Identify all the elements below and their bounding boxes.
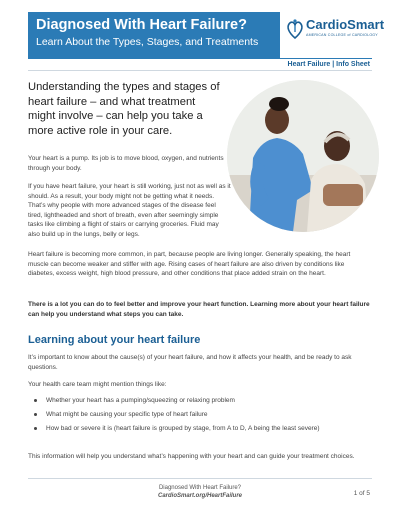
tag-divider bbox=[28, 70, 372, 71]
list-item-text: How bad or severe it is (heart failure is grouped by stage, from A to D, A being the least severe) bbox=[46, 425, 320, 432]
section-closing: This information will help you understand what’s happening with your heart and can guide your treatment choices. bbox=[28, 453, 355, 460]
paragraph-heart-failure: If you have heart failure, your heart is still working, just not as well as it should. As a result, your body might not be getting what it needs. That’s why people with more advanced stages of the disease feel tired, lightheaded and short of breath, even after seemingly simple tasks like climbing a flight of stairs or carrying groceries. Fluid may also build up in the lungs, belly or legs. bbox=[28, 183, 231, 238]
bullet-icon bbox=[34, 413, 37, 416]
header-title-block bbox=[36, 16, 274, 50]
info-sheet-tag: Heart Failure | Info Sheet bbox=[287, 61, 370, 68]
footer-divider bbox=[28, 478, 372, 479]
list-item-text: Whether your heart has a pumping/squeezing or relaxing problem bbox=[46, 397, 235, 404]
section-title: Learning about your heart failure bbox=[28, 334, 201, 346]
nurse-patient-photo bbox=[227, 80, 379, 232]
page-title: Diagnosed With Heart Failure? bbox=[36, 17, 247, 33]
heart-logo-icon bbox=[286, 18, 304, 40]
cardiosmart-logo[interactable] bbox=[286, 16, 386, 46]
paragraph-heart-pump: Your heart is a pump. Its job is to move blood, oxygen, and nutrients through your body. bbox=[28, 155, 224, 172]
footer bbox=[0, 484, 400, 500]
bullet-icon bbox=[34, 427, 37, 430]
intro-lead: Understanding the types and stages of heart failure – and what treatment might involve – can help you take a more active role in your care. bbox=[28, 81, 220, 137]
section-intro: It’s important to know about the cause(s) of your heart failure, and how it affects your health, and be ready to ask questions. bbox=[28, 354, 352, 371]
logo-name: CardioSmart bbox=[306, 17, 385, 32]
paragraph-becoming-common: Heart failure is becoming more common, in part, because people are living longer. Generally speaking, the heart muscle can become weaker and stiffer with age. Rising cases of heart failure are also driven by conditions like diabetes, excess weight, high blood pressure, and other conditions that place added strain on the heart. bbox=[28, 251, 351, 277]
header-banner bbox=[28, 12, 280, 58]
footer-url-link[interactable]: CardioSmart.org/HeartFailure bbox=[157, 493, 243, 499]
paragraph-improve-function: There is a lot you can do to feel better and improve your heart function. Learning more about your heart failure can help you understand what steps you can take. bbox=[28, 301, 370, 318]
logo-tagline: AMERICAN COLLEGE of CARDIOLOGY bbox=[306, 33, 378, 37]
header-divider bbox=[28, 58, 372, 59]
footer-title: Diagnosed With Heart Failure? bbox=[158, 485, 242, 491]
bullet-icon bbox=[34, 399, 37, 402]
page-subtitle: Learn About the Types, Stages, and Treatments bbox=[36, 36, 259, 48]
list-item-text: What might be causing your specific type of heart failure bbox=[46, 411, 208, 418]
photo-illustration bbox=[227, 80, 379, 232]
page-number: 1 of 5 bbox=[353, 490, 370, 497]
section-list-intro: Your health care team might mention things like: bbox=[28, 381, 167, 388]
